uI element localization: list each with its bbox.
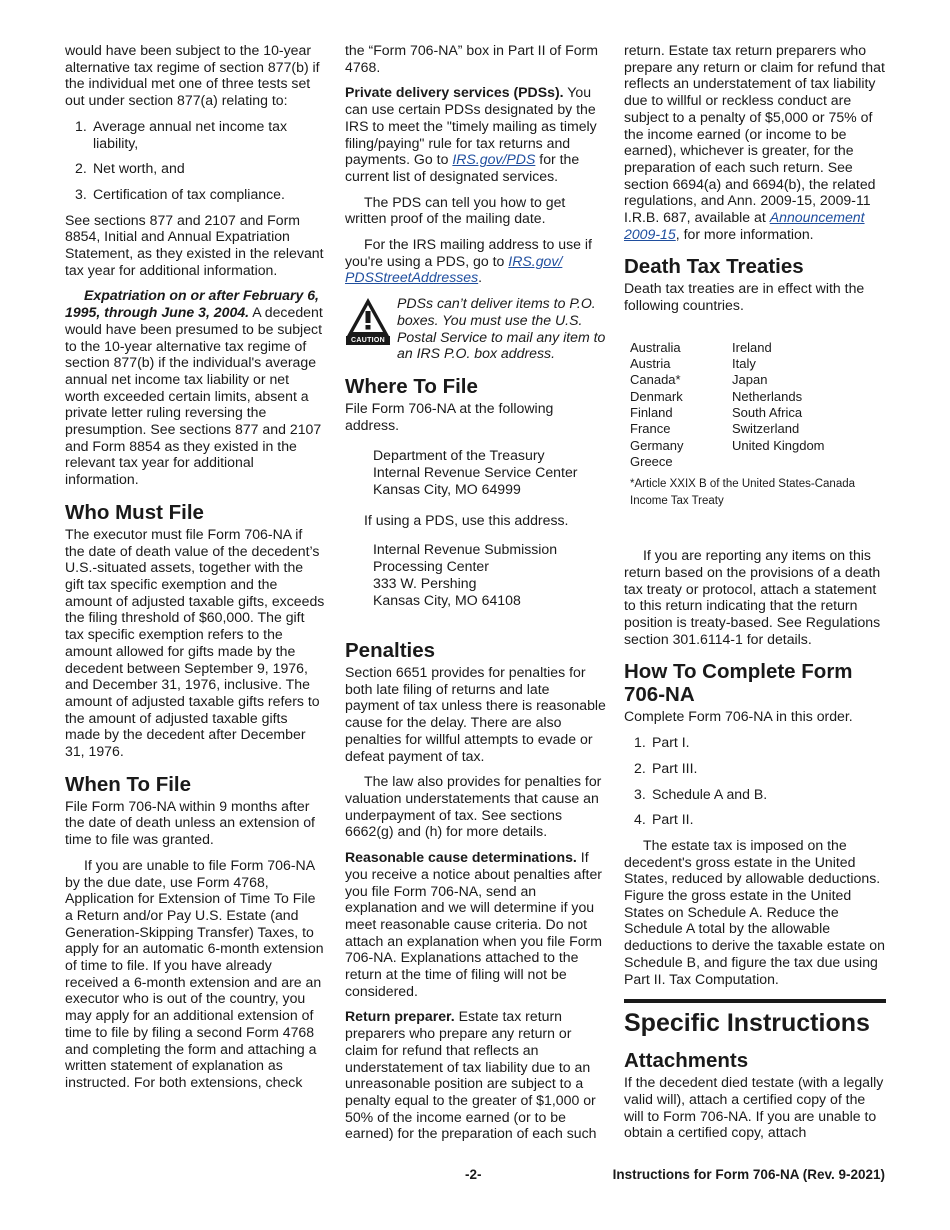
table-row: Germany United Kingdom	[630, 437, 825, 453]
pds-street-addresses-link[interactable]: IRS.gov/ PDSStreetAddresses	[345, 252, 563, 286]
list-item: 3. Schedule A and B.	[634, 785, 768, 802]
irs-pds-link[interactable]: IRS.gov/PDS	[452, 151, 536, 168]
column-2	[345, 42, 607, 1151]
column-1	[65, 42, 325, 1100]
paragraph: File Form 706-NA at the following address.	[345, 399, 554, 433]
section-heading: How To Complete Form 706-NA	[624, 660, 853, 707]
table-row: Denmark Netherlands	[630, 388, 803, 404]
paragraph: If you are reporting any items on this return based on the provisions of a death tax treaty or protocol, attach a statement to this return indicating that the return position is treaty-based. See Regulations section 301.6114-1 for details.	[624, 547, 881, 647]
caution-label: CAUTION	[346, 336, 390, 345]
order-list	[624, 734, 886, 828]
list-item: 1. Part I.	[634, 734, 690, 751]
list-item: 2. Part III.	[634, 759, 698, 776]
paragraph: The executor must file Form 706-NA if the date of death value of the decedent’s U.S.-situated assets, together with the gift tax specific exemption and the amount of adjusted taxable gifts, exceeds the filing threshold of $60,000. The gift tax specific exemption refers to the amount allowed for gifts made by the decedent between September 9, 1976, and December 31, 1976, inclusive. The amount of adjusted taxable gifts refers to the amount of adjusted taxable gifts made by the decedent after December 31, 1976.	[65, 525, 325, 760]
paragraph: If using a PDS, use this address.	[364, 512, 569, 529]
paragraph: Section 6651 provides for penalties for both late filing of returns and late payment of tax unless there is reasonable cause for the delay. There are also penalties for willful attempts to evade or defeat payment of tax.	[345, 664, 606, 764]
paragraph: would have been subject to the 10-year alternative tax regime of section 877(b) if the individual met one of three tests set out under section 877(a) relating to:	[65, 42, 320, 109]
warning-triangle-icon	[346, 297, 390, 337]
section-divider	[624, 999, 886, 1003]
caution-icon	[345, 297, 391, 347]
return-preparer-paragraph: Return preparer. Estate tax return preparers who prepare any return or claim for refund that reflects an understatement of tax liability due to an unreasonable position are subject to a penalty equal to the greater of $1,000 or 50% of the income earned (or to be earned) for the preparation of each such	[345, 1008, 597, 1142]
paragraph: return. Estate tax return preparers who prepare any return or claim for refund that reflects an understatement of tax liability due to willful or reckless conduct are subject to a penalty of $5,000 or 75% of the income earned (or income to be earned), whichever is greater, for the preparation of each such return. See section 6694(a) and 6694(b), the related regulations, and Ann. 2009-15, 2009-11 I.R.B. 687, available at Announcement 2009-15, for more information.	[624, 42, 885, 242]
paragraph: If the decedent died testate (with a legally valid will), attach a certified copy of the will to Form 706-NA. If you are unable to obtain a certified copy, attach	[624, 1074, 884, 1141]
paragraph: File Form 706-NA within 9 months after the date of death unless an extension of time to file was granted.	[65, 797, 315, 848]
paragraph: Complete Form 706-NA in this order.	[624, 708, 853, 725]
section-heading: Penalties	[345, 639, 436, 663]
column-3	[624, 42, 886, 1150]
section-heading: Who Must File	[65, 500, 204, 524]
page-number: -2-	[465, 1167, 482, 1182]
paragraph: The law also provides for penalties for valuation understatements that cause an underpayment of tax. See sections 6662(g) and (h) for more details.	[345, 773, 602, 840]
irs-address: Department of the Treasury Internal Revenue Service Center Kansas City, MO 64999	[373, 447, 578, 498]
paragraph: The estate tax is imposed on the decedent's gross estate in the United States, reduced by allowable deductions. Figure the gross estate in the United States on Schedule A. Reduce the Schedule A total by the allowable deductions to derive the taxable estate on Schedule B, and figure the tax due using Part II. Tax Computation.	[624, 836, 885, 987]
table-row: Greece	[630, 453, 673, 469]
specific-instructions-heading: Specific Instructions	[624, 1009, 870, 1038]
section-heading: When To File	[65, 772, 192, 796]
list-item: 2. Net worth, and	[75, 160, 185, 177]
footer-title: Instructions for Form 706-NA (Rev. 9-2021)	[612, 1167, 885, 1182]
list-item: 4. Part II.	[634, 811, 694, 828]
paragraph: the “Form 706-NA” box in Part II of Form 4768.	[345, 42, 598, 75]
list-item: 3. Certification of tax compliance.	[75, 185, 285, 202]
table-row: Austria Italy	[630, 356, 756, 372]
caution-text: PDSs can’t deliver items to P.O. boxes. You must use the U.S. Postal Service to mail any item to an IRS P.O. box address.	[397, 295, 606, 362]
paragraph: The PDS can tell you how to get written proof of the mailing date.	[345, 193, 566, 227]
announcement-link[interactable]: Announcement 2009-15	[624, 209, 865, 242]
pds-paragraph: Private delivery services (PDSs). You can use certain PDSs designated by the IRS to meet the "timely mailing as timely filing/paying" rule for tax returns and payments. Go to IRS.gov/PDS for the current list of designated services.	[345, 84, 597, 184]
tests-list	[65, 118, 325, 203]
treaty-footnote: *Article XXIX B of the United States-Canada Income Tax Treaty	[630, 478, 856, 507]
paragraph: If you are unable to file Form 706-NA by the due date, use Form 4768, Application for Extension of Time To File a Return and/or Pay U.S. Estate (and Generation-Skipping Transfer) Taxes, to apply for an automatic 6-month extension of time to file. If you have already received a 6-month extension and are an executor who is out of the country, you may apply for an additional extension of time to file by filing a second Form 4768 and completing the form and attaching a written statement of explanation as instructed. For both extensions, check	[65, 856, 324, 1090]
section-heading: Attachments	[624, 1049, 749, 1073]
table-row: France Switzerland	[630, 421, 800, 437]
run-in-heading: Return preparer.	[345, 1008, 455, 1025]
countries-table	[628, 340, 825, 470]
list-item: 1. Average annual net income tax liability,	[75, 117, 288, 151]
paragraph: For the IRS mailing address to use if you're using a PDS, go to IRS.gov/ PDSStreetAddresses.	[345, 236, 592, 286]
expatriation-paragraph: Expatriation on or after February 6, 1995, through June 3, 2004. A decedent would have been presumed to be subject to the 10-year alternative tax regime of section 877(b) if the individual's average annual net income tax liability or net worth exceeded certain limits, absent a private letter ruling reversing the presumption. See sections 877 and 2107 and Form 8854 as they existed in the relevant tax year for additional information.	[65, 287, 323, 488]
run-in-heading: Expatriation on or after February 6, 1995, through June 3, 2004.	[65, 287, 319, 321]
reasonable-cause-paragraph: Reasonable cause determinations. If you receive a notice about penalties after you file Form 706-NA, send an explanation and we will determine if you meet reasonable cause criteria. Do not attach an explanation when you file Form 706-NA. Explanations attached to the return at the time of filing will not be considered.	[345, 849, 602, 999]
table-row: Finland South Africa	[630, 405, 803, 421]
paragraph: Death tax treaties are in effect with the following countries.	[624, 280, 865, 314]
caution-box	[345, 295, 607, 362]
table-row: Canada* Japan	[630, 372, 768, 388]
run-in-heading: Private delivery services (PDSs).	[345, 84, 564, 101]
paragraph: See sections 877 and 2107 and Form 8854, Initial and Annual Expatriation Statement, as they existed in the relevant tax year for additional information.	[65, 211, 324, 278]
pds-address: Internal Revenue Submission Processing Center 333 W. Pershing Kansas City, MO 64108	[373, 541, 558, 609]
section-heading: Where To File	[345, 374, 478, 398]
section-heading: Death Tax Treaties	[624, 255, 804, 279]
run-in-heading: Reasonable cause determinations.	[345, 849, 577, 866]
table-row: Australia Ireland	[630, 339, 772, 355]
